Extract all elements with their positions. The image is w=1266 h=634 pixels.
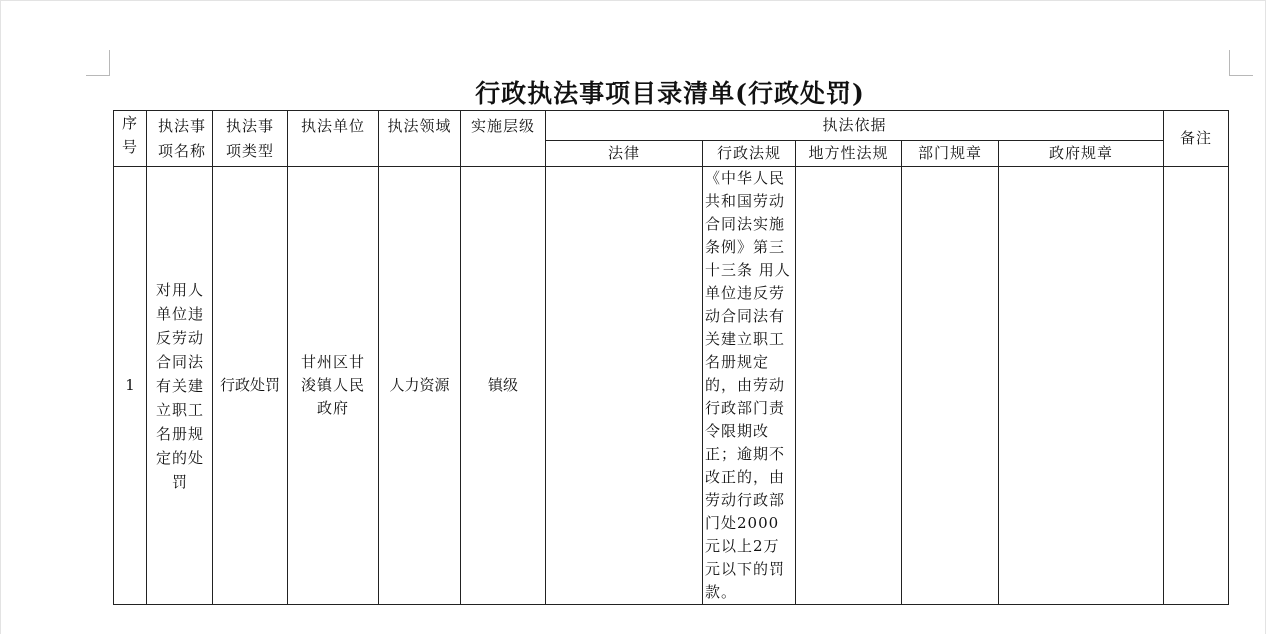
header-domain: 执法领域: [379, 111, 461, 167]
header-unit: 执法单位: [288, 111, 379, 167]
subheader-local-regulation: 地方性法规: [796, 141, 902, 167]
cell-unit: 甘州区甘浚镇人民政府: [288, 167, 379, 605]
document-title: 行政执法事项目录清单(行政处罚): [475, 79, 865, 108]
cell-law: [546, 167, 703, 605]
subheader-admin-regulation: 行政法规: [703, 141, 796, 167]
cell-local-regulation: [796, 167, 902, 605]
crop-mark-top-left-vertical: [109, 50, 110, 75]
cell-level: 镇级: [461, 167, 546, 605]
table-row: [114, 167, 1229, 605]
header-remark: 备注: [1164, 111, 1229, 167]
enforcement-items-table: [113, 110, 1229, 605]
header-basis: 执法依据: [546, 111, 1164, 141]
cell-domain: 人力资源: [379, 167, 461, 605]
cell-remark: [1164, 167, 1229, 605]
cell-item-name: 对用人单位违反劳动合同法有关建立职工名册规定的处罚: [147, 167, 213, 605]
subheader-gov-rule: 政府规章: [999, 141, 1164, 167]
header-seq: 序号: [114, 111, 147, 167]
header-row: [114, 111, 1229, 141]
cell-admin-regulation: 《中华人民共和国劳动合同法实施条例》第三十三条 用人单位违反劳动合同法有关建立职工名册规定的，由劳动行政部门责令限期改正；逾期不改正的，由劳动行政部门处2000元以上2万元以下的罚款。: [703, 167, 796, 605]
cell-dept-rule: [902, 167, 999, 605]
header-item-type: 执法事项类型: [213, 111, 288, 167]
header-item-name: 执法事项名称: [147, 111, 213, 167]
cell-item-type: 行政处罚: [213, 167, 288, 605]
subheader-law: 法律: [546, 141, 703, 167]
cell-gov-rule: [999, 167, 1164, 605]
cell-seq: 1: [114, 167, 147, 605]
header-level: 实施层级: [461, 111, 546, 167]
crop-mark-top-right-vertical: [1229, 50, 1230, 75]
page-edge-top: [0, 0, 1266, 1]
subheader-dept-rule: 部门规章: [902, 141, 999, 167]
